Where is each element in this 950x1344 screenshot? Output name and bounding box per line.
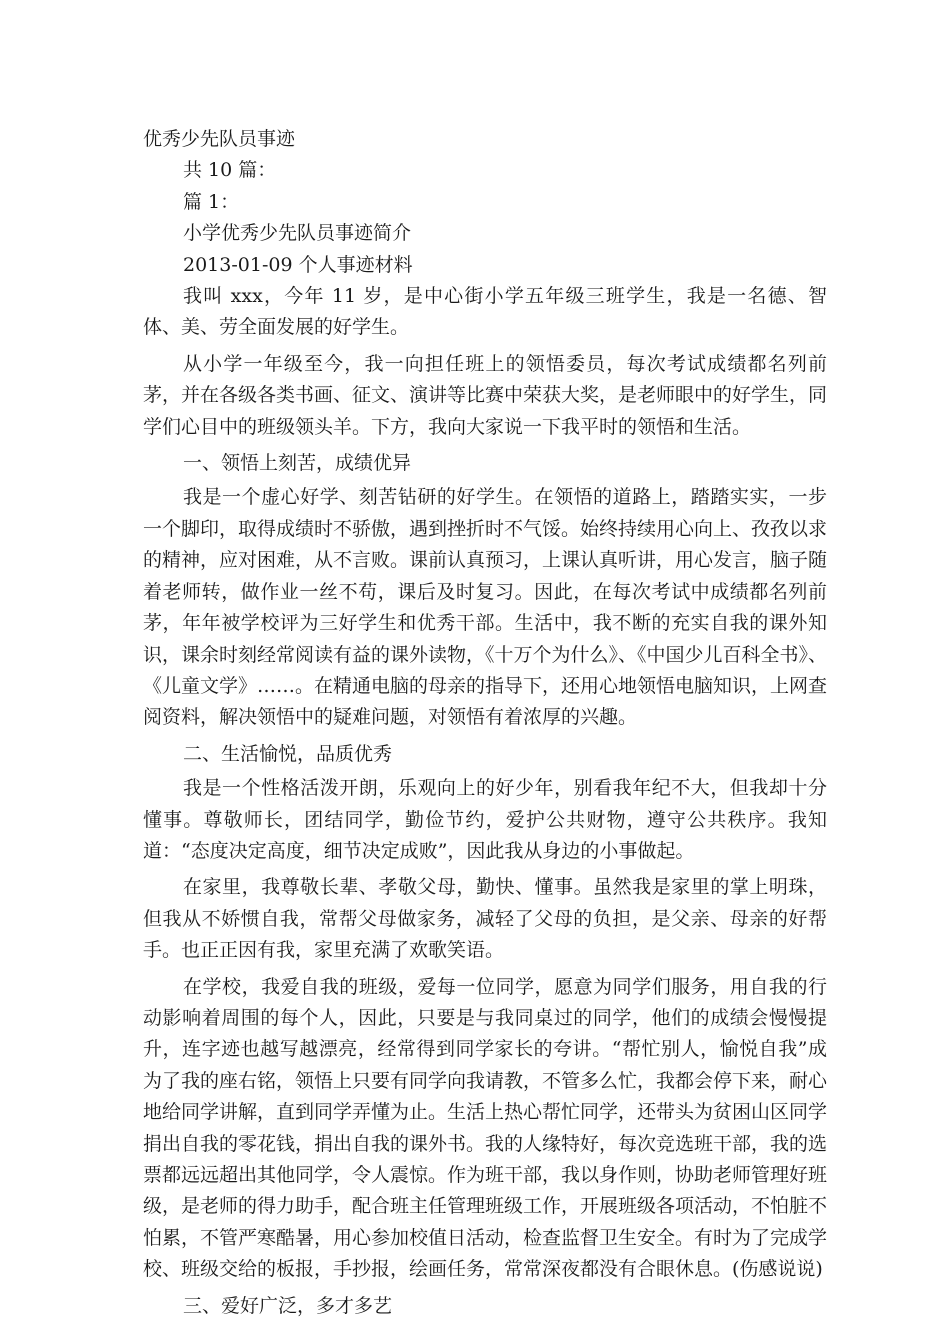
article-subtitle: 小学优秀少先队员事迹简介 [183, 222, 412, 245]
paragraph-life-2: 在家里，我尊敬长辈、孝敬父母，勤快、懂事。虽然我是家里的掌上明珠，但我从不娇惯自我，常帮父母做家务，减轻了父母的负担，是父亲、母亲的好帮手。也正正因有我，家里充满了欢歌笑语。 [143, 876, 827, 962]
paragraph-study: 我是一个虚心好学、刻苦钻研的好学生。在领悟的道路上，踏踏实实，一步一个脚印，取得成绩时不骄傲，遇到挫折时不气馁。始终持续用心向上、孜孜以求的精神，应对困难，从不言败。课前认真预习，上课认真听讲，用心发言，脑子随着老师转，做作业一丝不苟，课后及时复习。因此，在每次考试中成绩都名列前茅，年年被学校评为三好学生和优秀干部。生活中，我不断的充实自我的课外知识，课余时刻经常阅读有益的课外读物，《十万个为什么》、《中国少儿百科全书》、《儿童文学》……。在精通电脑的母亲的指导下，还用心地领悟电脑知识，上网查阅资料，解决领悟中的疑难问题，对领悟有着浓厚的兴趣。 [143, 486, 828, 729]
paragraph-life-1: 我是一个性格活泼开朗，乐观向上的好少年，别看我年纪不大，但我却十分懂事。尊敬师长，团结同学，勤俭节约，爱护公共财物，遵守公共秩序。我知道：“态度决定高度，细节决定成败”，因此我从身边的小事做起。 [143, 777, 827, 862]
paragraph-overview: 从小学一年级至今，我一向担任班上的领悟委员，每次考试成绩都名列前茅，并在各级各类书画、征文、演讲等比赛中荣获大奖，是老师眼中的好学生，同学们心目中的班级领头羊。下方，我向大家说一下我平时的领悟和生活。 [143, 352, 828, 438]
paragraph-life-3: 在学校，我爱自我的班级，爱每一位同学，愿意为同学们服务，用自我的行动影响着周围的每个人，因此，只要是与我同桌过的同学，他们的成绩会慢慢提升，连字迹也越写越漂亮，经常得到同学家长的夸讲。“帮忙别人，愉悦自我”成为了我的座右铭，领悟上只要有同学向我请教，不管多么忙，我都会停下来，耐心地给同学讲解，直到同学弄懂为止。生活上热心帮忙同学，还带头为贫困山区同学捐出自我的零花钱，捐出自我的课外书。我的人缘特好，每次竞选班干部，我的选票都远远超出其他同学，令人震惊。作为班干部，我以身作则，协助老师管理好班级，是老师的得力助手，配合班主任管理班级工作，开展班级各项活动，不怕脏不怕累，不管严寒酷暑，用心参加校值日活动，检查监督卫生安全。有时为了完成学校、班级交给的板报，手抄报，绘画任务，常常深夜都没有合眼休息。(伤感说说) [143, 975, 828, 1281]
date-line: 2013-01-09 个人事迹材料 [183, 253, 413, 276]
heading-life: 二、生活愉悦，品质优秀 [183, 742, 393, 765]
heading-study: 一、领悟上刻苦，成绩优异 [183, 452, 412, 475]
section-label: 篇 1： [183, 190, 240, 213]
article-count: 共 10 篇： [183, 159, 277, 182]
document-title: 优秀少先队员事迹 [143, 128, 296, 150]
document-body [143, 124, 827, 1322]
paragraph-intro: 我叫 xxx，今年 11 岁，是中心街小学五年级三班学生，我是一名德、智体、美、劳全面发展的好学生。 [143, 285, 827, 339]
heading-hobbies: 三、爱好广泛，多才多艺 [183, 1294, 393, 1317]
